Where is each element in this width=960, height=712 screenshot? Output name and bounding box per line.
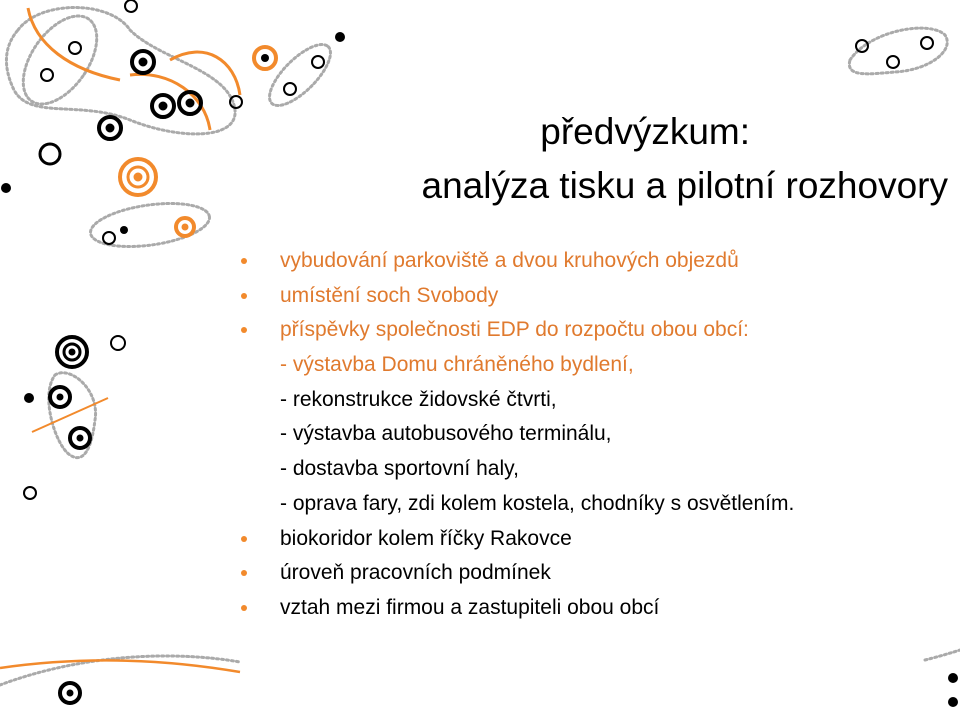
list-item	[238, 383, 794, 418]
target-circle	[99, 117, 121, 139]
list-item-text: úroveň pracovních podmínek	[280, 561, 551, 585]
open-circle	[69, 42, 81, 54]
open-circle	[40, 144, 60, 164]
list-item	[238, 591, 794, 626]
slide-title-line-1: předvýzkum:	[540, 111, 750, 152]
cluster-outline	[6, 8, 235, 134]
list-item-text: biokoridor kolem říčky Rakovce	[280, 526, 572, 550]
slide-title-line-2: analýza tisku a pilotní rozhovory	[421, 165, 948, 206]
list-item-text: umístění soch Svobody	[280, 283, 499, 307]
bullet-dot-icon	[241, 605, 247, 611]
target-circle-orange	[254, 47, 276, 69]
target-circle	[57, 337, 87, 367]
bullet-list	[238, 244, 794, 626]
bullet-dot-icon	[241, 258, 247, 264]
list-item-text: vybudování parkoviště a dvou kruhových objezdů	[280, 249, 739, 272]
open-circle	[887, 56, 899, 68]
list-item-text: příspěvky společnosti EDP do rozpočtu obou obcí:	[280, 318, 749, 342]
solid-dot	[948, 697, 958, 707]
open-circle	[111, 336, 125, 350]
list-item-text: vztah mezi firmou a zastupiteli obou obcí	[280, 595, 660, 619]
bullet-dot-icon	[241, 293, 247, 299]
list-item	[238, 556, 794, 591]
target-circle	[50, 387, 70, 407]
list-item	[238, 417, 794, 452]
solid-dot	[1, 183, 11, 193]
open-circle	[921, 37, 933, 49]
target-circle	[132, 51, 154, 73]
open-circle	[312, 56, 324, 68]
bullet-dot-icon	[241, 536, 247, 542]
list-item-text: - výstavba autobusového terminálu,	[280, 422, 612, 446]
orange-arc	[28, 8, 120, 80]
bullet-dot-icon	[241, 570, 247, 576]
list-item	[238, 452, 794, 487]
list-item-text: - oprava fary, zdi kolem kostela, chodníky s osvětlením.	[280, 491, 795, 515]
open-circle	[103, 232, 115, 244]
list-item	[238, 487, 794, 522]
solid-dot	[335, 32, 345, 42]
list-item	[238, 313, 794, 348]
list-item	[238, 348, 794, 383]
open-circle	[24, 487, 36, 499]
solid-dot	[120, 226, 128, 234]
cluster-outline	[925, 650, 960, 660]
list-item-text: - dostavba sportovní haly,	[280, 457, 519, 481]
solid-dot	[948, 673, 958, 683]
solid-dot	[24, 393, 34, 403]
target-circle-orange	[176, 218, 194, 236]
list-item-text: - výstavba Domu chráněného bydlení,	[280, 353, 634, 377]
list-item	[238, 522, 794, 557]
list-item	[238, 279, 794, 314]
list-item	[238, 244, 794, 279]
target-circle-orange	[120, 159, 156, 195]
target-circle	[70, 428, 90, 448]
open-circle	[41, 69, 53, 81]
bullet-dot-icon	[241, 327, 247, 333]
target-circle	[152, 95, 174, 117]
list-item-text: - rekonstrukce židovské čtvrti,	[280, 387, 557, 411]
target-circle	[60, 683, 80, 703]
orange-arc	[0, 660, 240, 672]
open-circle	[125, 0, 137, 12]
orange-arc	[130, 74, 210, 130]
open-circle	[284, 83, 296, 95]
